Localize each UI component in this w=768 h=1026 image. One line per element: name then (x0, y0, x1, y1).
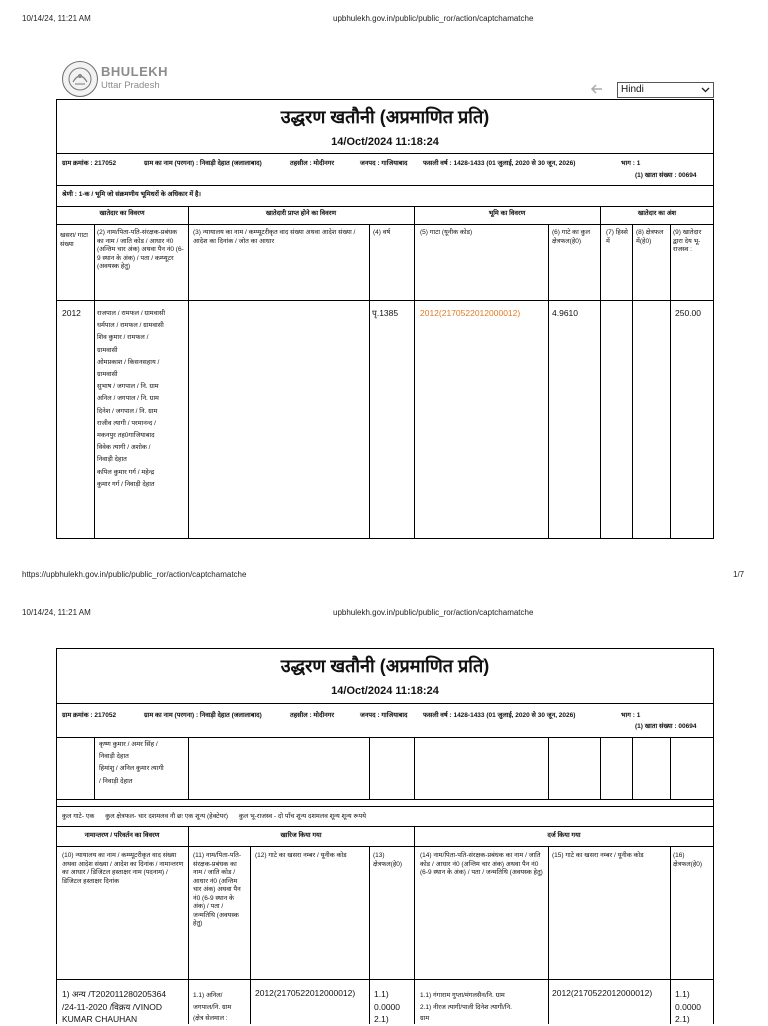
col-divider (94, 224, 95, 539)
gata-unique-code: 2012(2170522012000012) (420, 308, 521, 318)
col-divider (414, 826, 415, 1024)
group-header-mutation: नामान्तरण / परिवर्तन का विवरण (84, 832, 160, 839)
khata-number-2: (1) खाता संख्या : 00694 (635, 723, 697, 730)
area-line: 0.0000 (675, 1001, 701, 1012)
owner-name: मकनपुर तह0गाजियाबाद (97, 432, 155, 440)
owner-name: विवेक त्यागी / अशोक / (97, 444, 151, 452)
document-title-2: उद्धरण खतौनी (अप्रमाणित प्रति) (280, 656, 490, 676)
language-select[interactable] (617, 82, 714, 98)
owner-name: सुभाष / जगपाल / नि. ग्राम (97, 383, 159, 391)
added-line: 2.1) नीरज त्यागी/पाली दिनेश त्यागी/नि. (420, 1003, 512, 1011)
language-selected: Hindi (621, 84, 644, 95)
removed-gata: 2012(2170522012000012) (255, 988, 356, 998)
owner-name: दिनेश / जगपाल / नि. ग्राम (97, 407, 158, 415)
col-header-9: (9) खातेदार द्वारा देय भू-राजस्व : (673, 229, 702, 253)
owner-name: कुमार गर्ग / निवाड़ी देहात (97, 480, 155, 488)
col-header-10: (10) न्यायालय का नाम / कम्प्यूटरीकृत वाद संख्या अथवा आदेश संख्या / आदेश का दिनांक / नामान्तरण का आधार / डिजिटल हस्ताक्षर नाम (पदनाम) / डिजिटल हस्ताक्षर दिनांक (62, 852, 184, 885)
group-header-acquisition: खातेदारी प्राप्त होने का विवरण (265, 210, 337, 217)
col-divider (548, 737, 549, 799)
brand-subtitle: Uttar Pradesh (101, 80, 160, 91)
col-divider (548, 846, 549, 1024)
khata-number: (1) खाता संख्या : 00694 (635, 172, 697, 179)
col-divider (632, 737, 633, 799)
owner-name: / निवाड़ी देहात (99, 777, 133, 785)
brand-name: BHULEKH (101, 64, 169, 79)
col-divider (632, 224, 633, 539)
fasli-year: फसली वर्ष : 1428-1433 (01 जुलाई, 2020 से 30 जून, 2026) (423, 160, 576, 167)
col-header-8: (8) क्षेत्रफल में(हे0) (636, 229, 664, 245)
category: श्रेणी : 1-क / भूमि जो संक्रमणीय भूमिधरों के अधिकार में है। (62, 191, 201, 198)
area-line: 2.1) (374, 1014, 389, 1024)
owner-name: ग्रामवासी (97, 371, 118, 379)
added-gata: 2012(2170522012000012) (552, 988, 653, 998)
chevron-down-icon (701, 85, 710, 97)
mutation-line: 1) अन्य /T202011280205364 (62, 989, 167, 999)
arrow-left-icon[interactable] (590, 82, 604, 96)
khasra-number: 2012 (62, 308, 81, 318)
owner-name: शिव कुमार / रामफल / (97, 334, 149, 342)
col-divider (414, 206, 415, 539)
divider (56, 206, 714, 207)
owner-name: कपिल कुमार गर्ग / महेन्द्र (97, 468, 155, 476)
added-name (420, 990, 546, 1025)
col-header-5: (5) गाटा (यूनीक कोड) (420, 229, 473, 236)
group-header-added: दर्ज किया गया (547, 832, 581, 839)
col-header-15: (15) गाटे का खसरा नम्बर / यूनीक कोड (552, 852, 644, 859)
area-line: 0.0000 (374, 1001, 400, 1012)
col-header-16: (16) क्षेत्रफल(हे0) (673, 852, 703, 868)
village-code-2: ग्राम क्रमांक : 217052 (62, 712, 117, 719)
village-name-2: ग्राम का नाम (परगना) : निवाड़ी देहात (जलालाबाद) (144, 712, 262, 719)
col-divider (414, 737, 415, 799)
divider (56, 300, 714, 301)
removed-name (193, 990, 248, 1025)
divider (56, 806, 714, 807)
year-value: पृ.1385 (372, 308, 399, 318)
owner-name: ग्रामवासी (97, 346, 118, 354)
divider (56, 224, 714, 225)
col-header-6: (6) गाटे का कुल क्षेत्रफल(हे0) (552, 229, 591, 245)
group-header-land: भूमि का विवरण (488, 210, 526, 217)
divider (56, 979, 714, 980)
owner-name: अनिल / जगपाल / नि. ग्राम (97, 395, 159, 403)
area-line: 1.1) (675, 989, 690, 999)
fasli-year-2: फसली वर्ष : 1428-1433 (01 जुलाई, 2020 से 30 जून, 2026) (423, 712, 576, 719)
part: भाग : 1 (621, 160, 641, 167)
mutation-line: /24-11-2020 /विक्रय /VINOD (62, 1001, 162, 1012)
district: जनपद : गाजियाबाद (360, 160, 408, 167)
total-area: 4.9610 (552, 308, 578, 318)
owner-names-cont (99, 739, 187, 788)
document-datetime: 14/Oct/2024 11:18:24 (331, 136, 439, 148)
divider (56, 799, 714, 800)
village-name: ग्राम का नाम (परगना) : निवाड़ी देहात (जलालाबाद) (144, 160, 262, 167)
group-header-share: खातेदार का अंश (637, 210, 677, 217)
removed-line: 1.1) अनिल/ (193, 992, 223, 999)
col-header-7: (7) हिस्से में (606, 229, 628, 245)
divider (56, 737, 714, 738)
owner-names (97, 308, 187, 491)
divider (56, 826, 714, 827)
divider (56, 846, 714, 847)
land-revenue: 250.00 (675, 308, 701, 318)
print-timestamp-2: 10/14/24, 11:21 AM (22, 608, 91, 617)
col-header-3: (3) न्यायालय का नाम / कम्प्यूटरीकृत वाद संख्या अथवा आदेश संख्या / आदेश का दिनांक / जोत का आधार (193, 229, 356, 245)
col-header-12: (12) गाटे का खसरा नम्बर / यूनीक कोड (255, 852, 347, 859)
col-divider (670, 224, 671, 539)
print-url-2: upbhulekh.gov.in/public/public_ror/action/captchamatche (333, 608, 534, 617)
owner-name: राजीव त्यागी / परमानन्द / (97, 419, 156, 427)
removed-line: (क्षेत्र सेलमाल : (193, 1015, 228, 1022)
col-header-khasra: खसरा/ गाटा संख्या (60, 232, 88, 248)
col-header-13: (13) क्षेत्रफल(हे0) (373, 852, 403, 868)
col-divider (188, 826, 189, 1024)
village-code: ग्राम क्रमांक : 217052 (62, 160, 117, 167)
owner-name: कृष्ण कुमार / अमर सिंह / (99, 741, 158, 748)
col-divider (188, 206, 189, 539)
page-number: 1/7 (733, 570, 745, 579)
document-datetime-2: 14/Oct/2024 11:18:24 (331, 685, 439, 697)
divider (56, 703, 714, 704)
document-title: उद्धरण खतौनी (अप्रमाणित प्रति) (280, 107, 490, 127)
totals-summary: कुल गाटे- एक कुल क्षेत्रफल- चार दशमलव नौ छः एक शून्य (हेक्टेयर) कुल भू-राजस्व - दो पाँच शून्य दशमलव शून्य शून्य रूपये (62, 813, 366, 820)
tehsil: तहसील : मोदीनगर (290, 160, 335, 167)
col-divider (670, 737, 671, 799)
owner-name: निवाड़ी देहात (99, 753, 129, 761)
tehsil-2: तहसील : मोदीनगर (290, 712, 335, 719)
district-2: जनपद : गाजियाबाद (360, 712, 408, 719)
owner-name: निवाड़ी देहात (97, 456, 127, 464)
mutation-order (62, 988, 186, 1026)
divider (56, 153, 714, 154)
print-url-footer: https://upbhulekh.gov.in/public/public_ror/action/captchamatche (22, 570, 247, 579)
added-area (675, 988, 701, 1026)
up-emblem-logo (62, 61, 98, 97)
part-2: भाग : 1 (621, 712, 641, 719)
divider (56, 185, 714, 186)
col-divider (250, 846, 251, 1024)
owner-name: हिमांशु / अनिल कुमार त्यागी (99, 765, 164, 773)
print-timestamp: 10/14/24, 11:21 AM (22, 14, 91, 23)
removed-line: जगपाल/नि. ग्राम (193, 1003, 232, 1011)
col-header-14: (14) नाम/पिता-पति-संरक्षक-प्रबंधक का नाम / जाति कोड / आधार नं0 (अन्तिम चार अंक) अथवा पैन नं0 (6-9 स्थान के अंक) / पता / जन्मतिथि (अवयस्क हेतु) (420, 852, 543, 876)
col-divider (670, 846, 671, 1024)
col-header-11: (11) नाम/पिता-पति-संरक्षक-प्रबंधक का नाम / जाति कोड / आधार नं0 (अन्तिम चार अंक) अथवा पैन नं0 (6-9 स्थान के अंक) / पता / जन्मतिथि (अवयस्क हेतु) (193, 852, 242, 927)
col-divider (369, 737, 370, 799)
owner-name: धर्मपाल / रामफल / ग्रामवासी (97, 322, 164, 330)
col-divider (369, 224, 370, 539)
col-header-4: (4) वर्ष (373, 229, 391, 236)
added-line: 1.1) गंगाराम गुप्ता/मंगलसैन/नि. ग्राम (420, 992, 505, 999)
col-divider (600, 206, 601, 539)
col-divider (600, 737, 601, 799)
owner-name: ओमप्रकाश / किसनसहाय / (97, 358, 160, 366)
col-divider (548, 224, 549, 539)
removed-area (374, 988, 400, 1026)
added-line: ग्राम (420, 1015, 430, 1022)
print-url: upbhulekh.gov.in/public/public_ror/action/captchamatche (333, 14, 534, 23)
group-header-owner: खातेदार का विवरण (99, 210, 145, 217)
mutation-line: KUMAR CHAUHAN (62, 1014, 138, 1024)
col-divider (188, 737, 189, 799)
group-header-removed: खारिज किया गया (280, 832, 322, 839)
col-divider (94, 737, 95, 799)
col-divider (369, 846, 370, 1024)
owner-name: राजपाल / रामफल / ग्रामवासी (97, 310, 166, 317)
col-header-2: (2) नाम/पिता-पति-संरक्षक-प्रबंधक का नाम / जाति कोड / आधार नं0 (अन्तिम चार अंक) अथवा पैन नं0 (6-9 स्थान के अंक) / पता / कम्प्यूटर (अवयस्क हेतु) (97, 229, 184, 270)
area-line: 1.1) (374, 989, 389, 999)
area-line: 2.1) (675, 1014, 690, 1024)
